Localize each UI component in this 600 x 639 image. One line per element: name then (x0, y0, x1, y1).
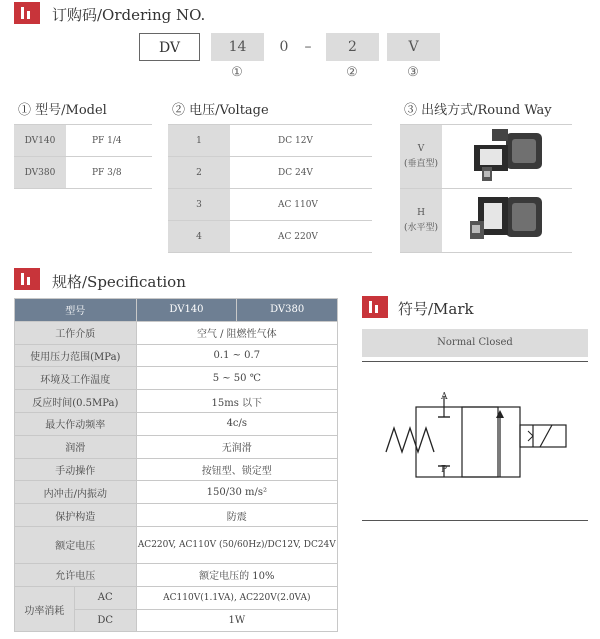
voltage-code: 2 (168, 157, 230, 189)
spec-value: 按钮型、锁定型 (136, 458, 337, 481)
model-port: PF 3/8 (66, 157, 152, 189)
spec-label: 保护构造 (15, 504, 137, 527)
spec-value: AC220V, AC110V (50/60Hz)/DC12V, DC24V (136, 526, 337, 563)
marker-3: ③ (407, 65, 419, 80)
voltage-row (168, 125, 372, 157)
voltage-value: AC 110V (230, 189, 372, 221)
spec-power-ac-value: AC110V(1.1VA), AC220V(2.0VA) (136, 586, 337, 609)
voltage-code: 4 (168, 221, 230, 253)
spec-table (14, 298, 338, 632)
model-name: DV380 (14, 157, 66, 189)
code-zero: 0 (279, 39, 289, 55)
round-way-name: (垂直型) (403, 158, 439, 169)
model-row (14, 157, 152, 189)
spec-value: 4c/s (136, 412, 337, 435)
spec-value: 0.1 ~ 0.7 (136, 344, 337, 367)
spec-row (15, 563, 338, 586)
spec-value: 5 ~ 50 ℃ (136, 367, 337, 390)
spec-label: 润滑 (15, 435, 137, 458)
spec-value: 无润滑 (136, 435, 337, 458)
spec-label: 反应时间(0.5MPa) (15, 390, 137, 413)
mark-subtitle: Normal Closed (362, 329, 588, 357)
voltage-value: AC 220V (230, 221, 372, 253)
spec-label: 工作介质 (15, 321, 137, 344)
spring-symbol (386, 428, 434, 452)
spec-header-model-1: DV140 (136, 299, 237, 322)
model-table-title: ① 型号/Model (18, 103, 107, 118)
spec-header-label: 型号 (15, 299, 137, 322)
round-way-title: ③ 出线方式/Round Way (404, 103, 552, 118)
spec-label: 使用压力范围(MPa) (15, 344, 137, 367)
voltage-table-title: ② 电压/Voltage (172, 103, 269, 118)
valve-box-left (416, 407, 498, 477)
round-way-table (400, 124, 572, 253)
spec-row (15, 321, 338, 344)
port-a-label: A (441, 392, 448, 402)
spec-value: 150/30 m/s² (136, 481, 337, 504)
spec-row (15, 367, 338, 390)
spec-power-ac-row (15, 586, 338, 609)
voltage-code: 3 (168, 189, 230, 221)
marker-1: ① (231, 65, 243, 80)
spec-value: 防震 (136, 504, 337, 527)
spec-header-row (15, 299, 338, 322)
model-row (14, 125, 152, 157)
spec-label: 允许电压 (15, 563, 137, 586)
spec-header-model-2: DV380 (237, 299, 338, 322)
mark-bottom-divider (362, 520, 588, 521)
spec-row (15, 412, 338, 435)
code-voltage: 2 (326, 33, 379, 61)
model-name: DV140 (14, 125, 66, 157)
spec-row (15, 504, 338, 527)
spec-row (15, 390, 338, 413)
mark-top-divider (362, 361, 588, 362)
round-way-row (400, 189, 572, 253)
code-size: 14 (211, 33, 264, 61)
spec-title: 规格/Specification (52, 273, 186, 291)
voltage-row (168, 157, 372, 189)
valve-horizontal-icon (462, 191, 552, 247)
spec-value: 额定电压的 10% (136, 563, 337, 586)
spec-row (15, 344, 338, 367)
solenoid-box (520, 425, 566, 447)
spec-row (15, 481, 338, 504)
spec-label: 额定电压 (15, 526, 137, 563)
model-port: PF 1/4 (66, 125, 152, 157)
spec-power-ac-label: AC (74, 586, 136, 609)
ordering-title: 订购码/Ordering NO. (52, 6, 206, 24)
voltage-value: DC 12V (230, 125, 372, 157)
spec-power-dc-label: DC (74, 609, 136, 632)
marker-2: ② (346, 65, 358, 80)
round-way-name: (水平型) (403, 222, 439, 233)
mark-section-icon (362, 296, 388, 318)
voltage-table (168, 124, 372, 253)
voltage-row (168, 189, 372, 221)
valve-vertical-image (442, 125, 572, 189)
voltage-value: DC 24V (230, 157, 372, 189)
code-prefix: DV (139, 33, 200, 61)
voltage-code: 1 (168, 125, 230, 157)
voltage-row (168, 221, 372, 253)
spec-value: 空气 / 阻燃性气体 (136, 321, 337, 344)
spec-label: 环境及工作温度 (15, 367, 137, 390)
mark-title: 符号/Mark (398, 300, 474, 318)
valve-box-right (462, 407, 520, 477)
valve-symbol (380, 390, 580, 480)
spec-row (15, 526, 338, 563)
code-way: V (387, 33, 440, 61)
round-way-row (400, 125, 572, 189)
round-way-code: V (417, 143, 425, 154)
code-dash: – (304, 39, 312, 55)
spec-label: 手动操作 (15, 458, 137, 481)
spec-label: 最大作动频率 (15, 412, 137, 435)
ordering-section-icon (14, 2, 40, 24)
spec-row (15, 458, 338, 481)
spec-section-icon (14, 268, 40, 290)
valve-horizontal-image (442, 189, 572, 253)
spec-power-label: 功率消耗 (15, 586, 75, 632)
spec-value: 15ms 以下 (136, 390, 337, 413)
port-p-label: P (441, 465, 448, 475)
round-way-code: H (417, 207, 425, 218)
valve-vertical-icon (462, 127, 552, 183)
spec-label: 内冲击/内振动 (15, 481, 137, 504)
model-table (14, 124, 152, 189)
spec-power-dc-value: 1W (136, 609, 337, 632)
spec-row (15, 435, 338, 458)
